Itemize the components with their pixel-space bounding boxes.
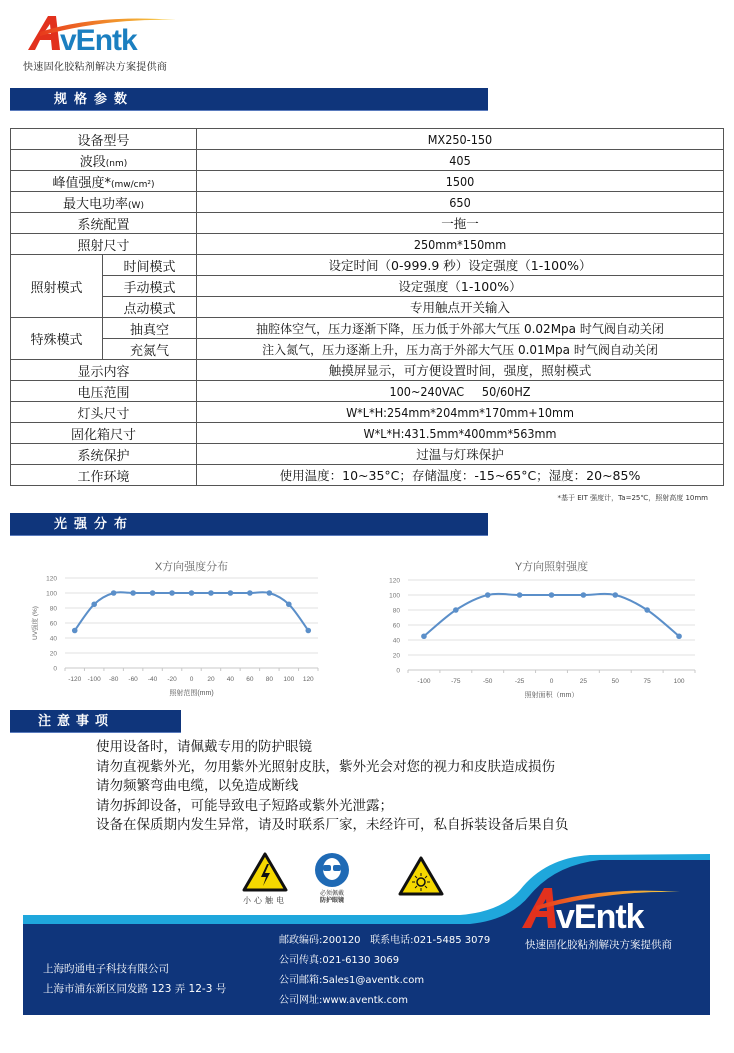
svg-text:60: 60 [392,622,400,630]
table-row [11,339,724,360]
footer-company [43,959,226,999]
svg-text:vEntk: vEntk [60,24,137,52]
svg-text:50: 50 [611,678,619,685]
svg-text:80: 80 [392,607,400,615]
spec-label: 系统配置 [11,213,197,234]
spec-label: 电压范围 [11,381,197,402]
svg-text:100: 100 [389,592,400,600]
note-item: 设备在保质期内发生异常，请及时联系厂家，未经许可，私自拆装设备后果自负 [96,817,569,833]
svg-text:60: 60 [246,676,254,683]
footer-tagline: 快速固化胶粘剂解决方案提供商 [525,939,672,951]
table-row [11,423,724,444]
spec-label: 波段(nm) [11,150,197,171]
uv-radiation-warning-icon [398,856,444,896]
spec-label: 系统保护 [11,444,197,465]
spec-label: 最大电功率(W) [11,192,197,213]
svg-text:-25: -25 [514,678,525,685]
contact-email[interactable]: 公司邮箱:Sales1@aventk.com [279,975,425,986]
spec-value: 注入氮气，压力逐渐上升，压力高于外部大气压 0.01Mpa 时气阀自动关闭 [197,339,724,360]
table-row [11,213,724,234]
svg-text:100: 100 [283,676,295,683]
spec-value: 250mm*150mm [197,234,724,255]
svg-text:20: 20 [49,650,57,658]
header-tagline: 快速固化胶粘剂解决方案提供商 [23,62,168,73]
table-row [11,255,724,276]
spec-label: 设备型号 [11,129,197,150]
company-name: 上海昀通电子科技有限公司 [43,963,169,975]
spec-value: W*L*H:254mm*204mm*170mm+10mm [197,402,724,423]
chart-y-svg [370,550,700,700]
spec-value: W*L*H:431.5mm*400mm*563mm [197,423,724,444]
svg-text:40: 40 [49,635,57,643]
chart-x-distribution [20,550,340,700]
svg-text:0: 0 [189,676,194,683]
svg-text:120: 120 [46,575,57,583]
spec-value: 650 [197,192,724,213]
section-header-light: 光强分布 [10,513,488,536]
chart-y-distribution [370,550,700,700]
spec-value: 使用温度：10~35°C；存储温度：-15~65°C；湿度：20~85% [197,465,724,486]
svg-text:60: 60 [49,620,57,628]
table-row [11,444,724,465]
footer-aventk-logo [520,880,688,930]
svg-text:-20: -20 [167,676,177,683]
contact-fax: 公司传真:021-6130 3069 [279,955,400,966]
svg-text:vEntk: vEntk [556,898,644,930]
footer-contact [279,931,490,1011]
aventk-logo [26,10,186,52]
svg-text:X方向强度分布: X方向强度分布 [154,561,229,573]
sign-uv [398,856,444,898]
spec-group-label: 特殊模式 [11,318,103,360]
spec-label: 显示内容 [11,360,197,381]
spec-label: 照射尺寸 [11,234,197,255]
spec-footnote: *基于 EIT 强度计，Ta=25℃，照射高度 10mm [557,494,708,502]
svg-text:80: 80 [49,605,57,613]
table-row [11,297,724,318]
svg-text:0: 0 [53,665,57,673]
chart-x-svg [20,550,340,700]
svg-text:80: 80 [265,676,273,683]
svg-text:照射范围(mm): 照射范围(mm) [169,690,214,697]
table-row [11,276,724,297]
electric-warning-icon [242,852,288,892]
svg-text:-80: -80 [108,676,119,683]
svg-text:100: 100 [46,590,57,598]
svg-text:75: 75 [643,678,651,685]
table-row [11,150,724,171]
table-row [11,171,724,192]
note-item: 请勿直视紫外光，勿用紫外光照射皮肤，紫外光会对您的视力和皮肤造成损伤 [96,758,555,775]
spec-label: 灯头尺寸 [11,402,197,423]
svg-text:20: 20 [207,676,215,683]
spec-sub-label: 时间模式 [103,255,197,276]
safety-signs [230,850,480,915]
svg-text:-60: -60 [128,676,138,683]
spec-label: 峰值强度*(mw/cm²) [11,171,197,192]
spec-value: 专用触点开关输入 [197,297,724,318]
spec-group-label: 照射模式 [11,255,103,318]
svg-text:20: 20 [392,652,400,660]
svg-text:120: 120 [389,577,400,585]
spec-label: 固化箱尺寸 [11,423,197,444]
spec-value: 100~240VAC 50/60HZ [197,381,724,402]
table-row [11,360,724,381]
table-row [11,129,724,150]
contact-postcode-phone: 邮政编码:200120 联系电话:021-5485 3079 [279,935,491,946]
sign-goggles: 必须佩戴 防护眼镜 [310,852,354,904]
section-header-notes: 注意事项 [10,710,181,733]
svg-text:-120: -120 [68,676,82,683]
spec-value: 触摸屏显示，可方便设置时间，强度，照射模式 [197,360,724,381]
note-item: 请勿频繁弯曲电缆，以免造成断线 [96,778,299,794]
footer [23,925,709,1015]
sign-electric: 小心触电 [235,852,295,906]
svg-text:120: 120 [302,676,314,683]
spec-sub-label: 抽真空 [103,318,197,339]
spec-value: MX250-150 [197,129,724,150]
svg-text:25: 25 [579,678,588,685]
goggles-mandatory-icon [314,852,350,888]
note-item: 使用设备时，请佩戴专用的防护眼镜 [96,739,312,755]
spec-value: 设定强度（1-100%） [197,276,724,297]
table-row [11,465,724,486]
spec-value: 一拖一 [197,213,724,234]
svg-text:0: 0 [396,667,400,675]
spec-value: 设定时间（0-999.9 秒）设定强度（1-100%） [197,255,724,276]
svg-text:40: 40 [392,637,400,645]
table-row [11,192,724,213]
spec-value: 1500 [197,171,724,192]
svg-text:-40: -40 [147,676,158,683]
svg-text:Y方向照射强度: Y方向照射强度 [514,561,589,573]
company-address: 上海市浦东新区同发路 123 弄 12-3 号 [43,983,227,995]
table-row [11,234,724,255]
svg-text:照射面积（mm）: 照射面积（mm） [524,692,579,699]
svg-text:0: 0 [549,678,554,685]
svg-text:-100: -100 [417,678,431,685]
spec-value: 405 [197,150,724,171]
section-header-specs: 规格参数 [10,88,488,111]
spec-value: 抽腔体空气，压力逐渐下降，压力低于外部大气压 0.02Mpa 时气阀自动关闭 [197,318,724,339]
svg-text:40: 40 [226,676,235,683]
spec-sub-label: 手动模式 [103,276,197,297]
svg-text:-100: -100 [87,676,101,683]
contact-website[interactable]: 公司网址:www.aventk.com [279,995,408,1006]
svg-text:-75: -75 [451,678,461,685]
notes-list [96,738,569,836]
spec-sub-label: 点动模式 [103,297,197,318]
svg-text:-50: -50 [483,678,493,685]
spec-sub-label: 充氮气 [103,339,197,360]
note-item: 请勿拆卸设备，可能导致电子短路或紫外光泄露； [96,797,393,814]
svg-text:UV强度 (%): UV强度 (%) [32,606,39,640]
svg-text:100: 100 [673,678,685,685]
spec-label: 工作环境 [11,465,197,486]
table-row [11,402,724,423]
spec-value: 过温与灯珠保护 [197,444,724,465]
spec-table [10,128,724,486]
table-row [11,318,724,339]
table-row [11,381,724,402]
